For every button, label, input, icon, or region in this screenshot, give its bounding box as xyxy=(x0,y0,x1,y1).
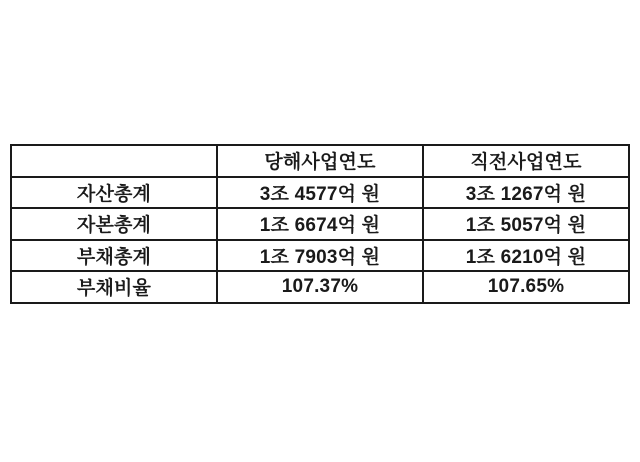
row-value-current: 1조 7903억 원 xyxy=(217,240,423,272)
row-value-previous: 1조 6210억 원 xyxy=(423,240,629,272)
row-value-previous: 107.65% xyxy=(423,271,629,303)
row-value-previous: 3조 1267억 원 xyxy=(423,177,629,209)
financial-summary-table xyxy=(10,144,630,304)
row-value-current: 1조 6674억 원 xyxy=(217,208,423,240)
table-row-debt-ratio xyxy=(11,271,629,303)
row-value-previous: 1조 5057억 원 xyxy=(423,208,629,240)
row-label: 부채총계 xyxy=(11,240,217,272)
column-header-previous-year: 직전사업연도 xyxy=(423,145,629,177)
column-header-current-year: 당해사업연도 xyxy=(217,145,423,177)
table-row-total-equity xyxy=(11,208,629,240)
table-row-total-assets xyxy=(11,177,629,209)
table-header-row xyxy=(11,145,629,177)
table-row-total-liabilities xyxy=(11,240,629,272)
row-value-current: 107.37% xyxy=(217,271,423,303)
row-label: 부채비율 xyxy=(11,271,217,303)
row-label: 자산총계 xyxy=(11,177,217,209)
row-value-current: 3조 4577억 원 xyxy=(217,177,423,209)
row-label: 자본총계 xyxy=(11,208,217,240)
column-header-empty xyxy=(11,145,217,177)
